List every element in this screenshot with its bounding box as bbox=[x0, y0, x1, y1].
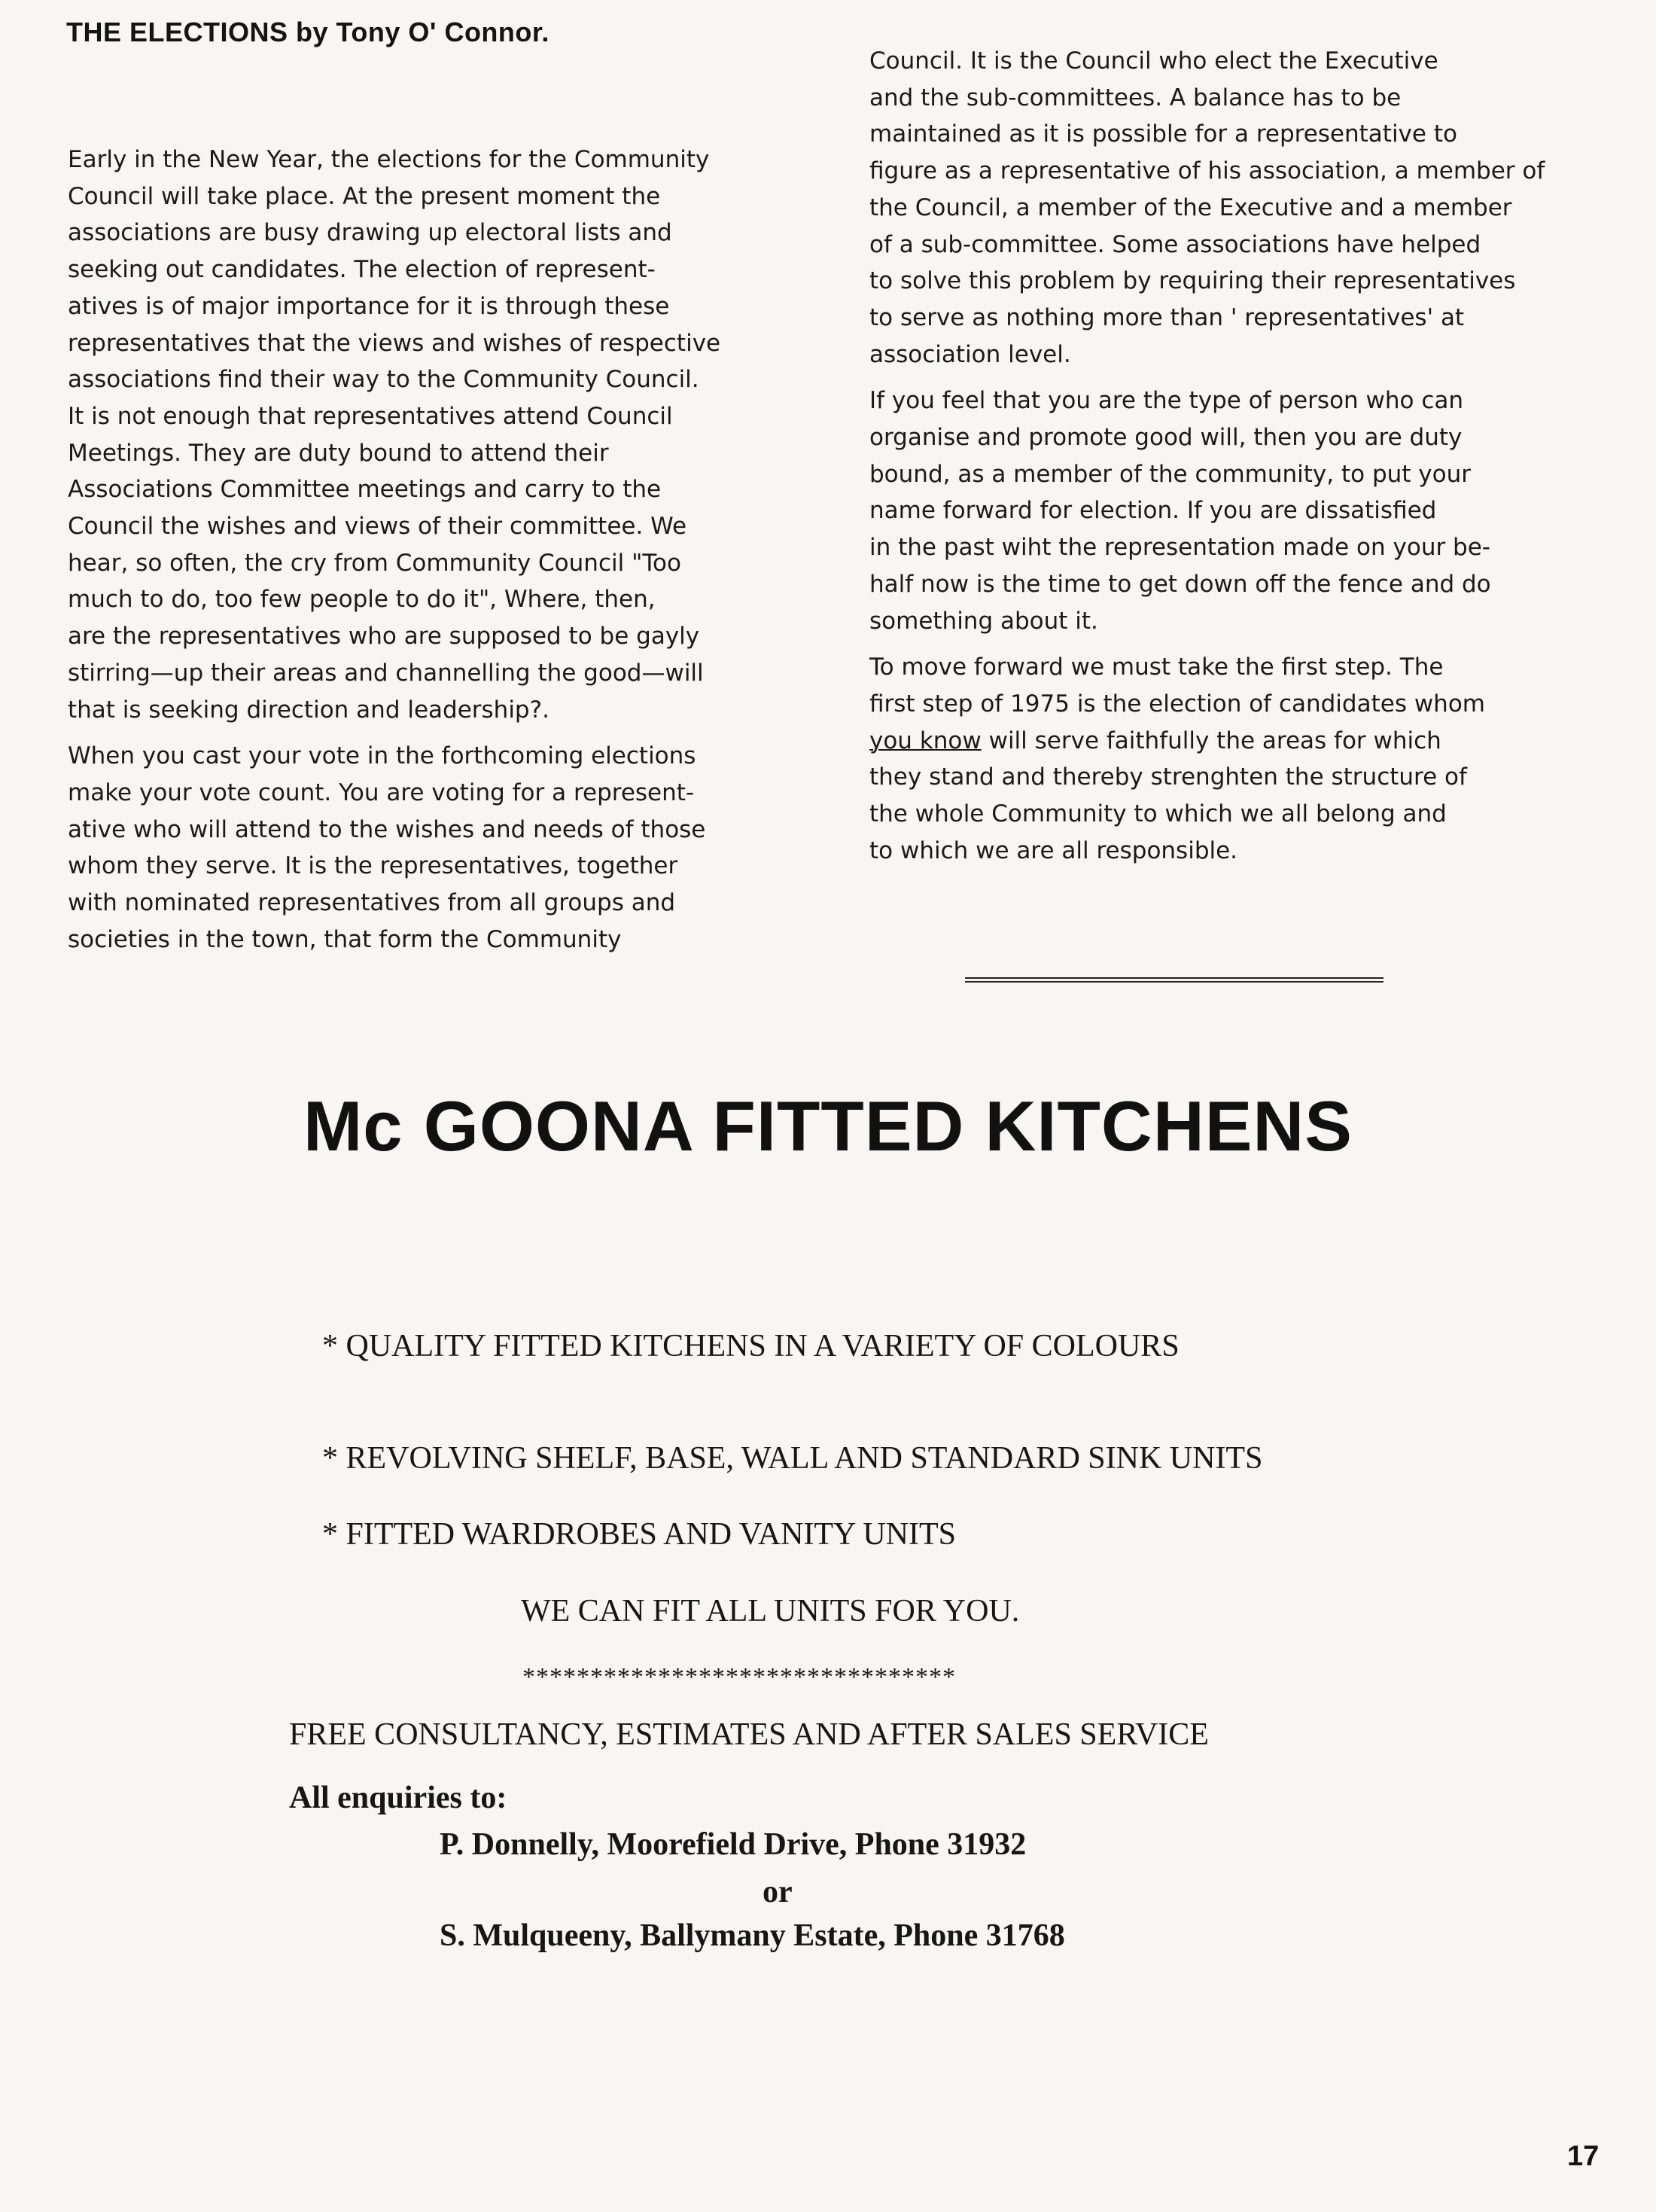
paragraph: Early in the New Year, the elections for the Community Council will take place. At the present moment the associations are busy drawing up electoral lists and seeking out candidates. The election of represent- atives is of major importance for it is through these representatives that the views and wishes of respective associations find their way to the Community Council. It is not enough that representatives attend Council Meetings. They are duty bound to attend their Associations Committee meetings and carry to the Council the wishes and views of their committee. We hear, so often, the cry from Community Council "Too much to do, too few people to do it", Where, then, are the representatives who are supposed to be gayly stirring—up their areas and channelling the good—will that is seeking direction and leadership?. bbox=[68, 146, 721, 724]
article-byline: by Tony O' Connor. bbox=[296, 17, 549, 47]
ad-title: Mc GOONA FITTED KITCHENS bbox=[303, 1086, 1353, 1165]
underlined-phrase: you know bbox=[869, 727, 982, 754]
contact-line: S. Mulqueeny, Ballymany Estate, Phone 31768 bbox=[440, 1918, 1065, 1953]
paragraph: If you feel that you are the type of person who can organise and promote good will, then you are duty bound, as a member of the community, to put your name forward for election. If you are dissatisfied in the past wiht the representation made on your be- half now is the time to get down off the fence and do something about it. bbox=[869, 387, 1491, 635]
article-title: THE ELECTIONS bbox=[66, 17, 288, 47]
star-divider: ******************************** bbox=[522, 1663, 956, 1691]
paragraph: Council. It is the Council who elect the Executive and the sub-committees. A balance has to be maintained as it is possible for a representative to figure as a representative of his association, a member of the Council, a member of the Executive and a member of a sub-committee. Some associations have helped to solve this problem by requiring their representatives to serve as nothing more than ' representatives' at association level. bbox=[869, 47, 1545, 368]
paragraph: When you cast your vote in the forthcoming elections make your vote count. You are voting for a represent- ative who will attend to the wishes and needs of those whom they serve. It is the representatives, together with nominated representatives from all groups and societies in the town, that form the Community bbox=[68, 742, 706, 953]
closing-paragraph bbox=[869, 649, 1592, 869]
ad-service-line: FREE CONSULTANCY, ESTIMATES AND AFTER SALES SERVICE bbox=[289, 1717, 1209, 1752]
enquiries-label: All enquiries to: bbox=[289, 1781, 507, 1815]
page-number: 17 bbox=[1567, 2140, 1600, 2172]
contact-line: P. Donnelly, Moorefield Drive, Phone 31932 bbox=[440, 1827, 1027, 1862]
left-column bbox=[68, 142, 790, 967]
right-column bbox=[869, 43, 1592, 879]
closing-paragraph-end: will serve faithfully the areas for which they stand and thereby strenghten the structure of the whole Community to which we all belong and to which we are all responsible. bbox=[869, 727, 1467, 864]
ad-feature: * FITTED WARDROBES AND VANITY UNITS bbox=[322, 1517, 956, 1552]
or-text: or bbox=[763, 1875, 793, 1909]
divider-rule bbox=[965, 977, 1384, 983]
closing-paragraph-start: To move forward we must take the first step. The first step of 1975 is the election of candidates whom bbox=[869, 654, 1485, 718]
ad-feature: * QUALITY FITTED KITCHENS IN A VARIETY OF COLOURS bbox=[322, 1329, 1180, 1363]
ad-fit-line: WE CAN FIT ALL UNITS FOR YOU. bbox=[521, 1594, 1020, 1629]
article-heading bbox=[66, 17, 549, 48]
ad-feature: * REVOLVING SHELF, BASE, WALL AND STANDARD SINK UNITS bbox=[322, 1441, 1263, 1476]
